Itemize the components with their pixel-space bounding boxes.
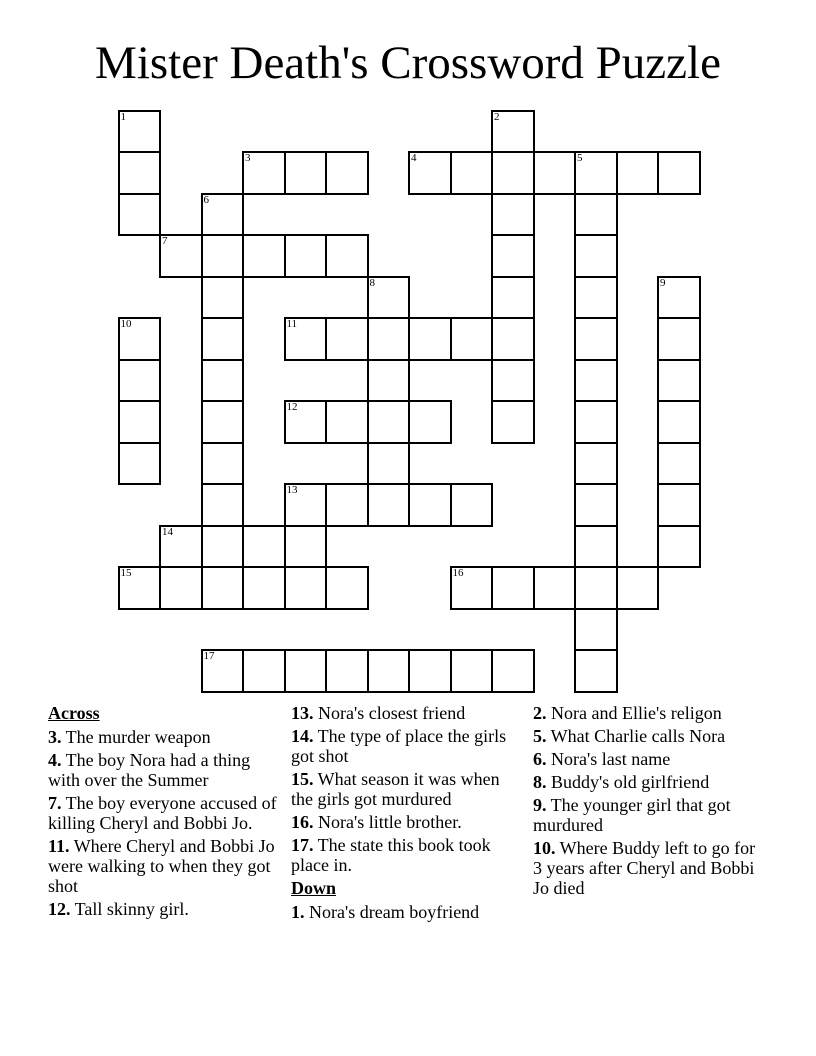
grid-cell[interactable] [408,400,452,444]
grid-cell[interactable] [201,317,245,361]
grid-cell[interactable] [201,525,245,569]
grid-cell[interactable] [201,649,245,693]
grid-cell[interactable] [118,193,162,237]
clue-number: 4. [48,750,62,770]
across-clue-list [291,703,521,875]
clue-text: What season it was when the girls got murdured [291,769,500,809]
clue-3 [48,727,284,747]
clue-text: The type of place the girls got shot [291,726,507,766]
grid-cell[interactable] [491,317,535,361]
grid-cell[interactable] [367,442,411,486]
grid-cell[interactable] [657,276,701,320]
across-heading: Across [48,703,100,723]
grid-cell[interactable] [491,110,535,154]
clue-1 [291,902,521,922]
grid-cell[interactable] [325,566,369,610]
clue-text: Where Cheryl and Bobbi Jo were walking to when they got shot [48,836,275,896]
grid-cell[interactable] [450,649,494,693]
grid-cell[interactable] [616,566,660,610]
grid-cell[interactable] [657,525,701,569]
grid-cell[interactable] [284,525,328,569]
clue-number-label: 15 [120,567,132,579]
grid-cell[interactable] [450,317,494,361]
grid-cell[interactable] [491,359,535,403]
grid-cell[interactable] [284,649,328,693]
clue-text: The murder weapon [61,727,211,747]
clue-17 [291,835,521,875]
clue-15 [291,769,521,809]
clue-6 [533,749,768,769]
grid-cell[interactable] [408,649,452,693]
grid-cell[interactable] [201,442,245,486]
clue-number-label: 7 [162,235,168,247]
clue-text: Nora and Ellie's religon [546,703,722,723]
clue-number-label: 16 [452,567,464,579]
grid-cell[interactable] [657,359,701,403]
clue-number: 7. [48,793,62,813]
clue-number-label: 9 [660,276,666,289]
grid-cell[interactable] [657,483,701,527]
clue-number: 9. [533,795,547,815]
down-heading: Down [291,878,337,898]
clue-8 [533,772,768,792]
grid-cell[interactable] [574,151,618,195]
grid-cell[interactable] [408,151,452,195]
grid-cell[interactable] [657,400,701,444]
grid-cell[interactable] [242,234,286,278]
grid-cell[interactable] [491,566,535,610]
clue-text: The boy Nora had a thing with over the Summer [48,750,251,790]
grid-cell[interactable] [284,317,328,361]
grid-cell[interactable] [574,234,618,278]
clue-text: Nora's little brother. [313,812,462,832]
clue-number-label: 13 [286,484,298,496]
grid-cell[interactable] [325,483,369,527]
clue-number-label: 2 [494,110,500,123]
grid-cell[interactable] [118,317,162,361]
grid-cell[interactable] [159,525,203,569]
grid-cell[interactable] [574,566,618,610]
grid-cell[interactable] [491,400,535,444]
grid-cell[interactable] [491,234,535,278]
grid-cell[interactable] [325,234,369,278]
grid-cell[interactable] [657,151,701,195]
clue-text: Where Buddy left to go for 3 years after Cheryl and Bobbi Jo died [533,838,756,898]
clue-10 [533,838,768,898]
grid-cell[interactable] [616,151,660,195]
clue-number-label: 5 [577,152,583,164]
clue-14 [291,726,521,766]
clues-column-2 [291,703,521,925]
grid-cell[interactable] [491,193,535,237]
grid-cell[interactable] [118,442,162,486]
page-title: Mister Death's Crossword Puzzle [95,37,721,89]
grid-cell[interactable] [491,649,535,693]
clue-text: Nora's dream boyfriend [304,902,480,922]
grid-cell[interactable] [574,276,618,320]
clue-number-label: 6 [203,193,209,206]
clue-number-label: 14 [162,525,173,538]
grid-cell[interactable] [159,234,203,278]
grid-cell[interactable] [201,400,245,444]
down-clue-list [291,902,521,922]
grid-cell[interactable] [284,566,328,610]
clue-number-label: 10 [120,318,132,330]
clue-12 [48,899,284,919]
clue-number-label: 17 [203,650,215,662]
grid-cell[interactable] [533,566,577,610]
clue-number-label: 12 [286,401,298,413]
grid-cell[interactable] [367,483,411,527]
grid-cell[interactable] [242,151,286,195]
grid-cell[interactable] [284,234,328,278]
grid-cell[interactable] [408,483,452,527]
grid-cell[interactable] [450,151,494,195]
grid-cell[interactable] [574,483,618,527]
clue-11 [48,836,284,896]
clue-number-label: 8 [369,276,375,289]
clue-16 [291,812,521,832]
clue-text: Nora's closest friend [313,703,466,723]
clue-number: 1. [291,902,305,922]
grid-cell[interactable] [574,400,618,444]
grid-cell[interactable] [201,276,245,320]
clue-number: 16. [291,812,314,832]
grid-cell[interactable] [118,359,162,403]
grid-cell[interactable] [450,566,494,610]
grid-cell[interactable] [657,317,701,361]
grid-cell[interactable] [367,276,411,320]
grid-cell[interactable] [491,276,535,320]
clue-5 [533,726,768,746]
grid-cell[interactable] [574,442,618,486]
clues-column-3 [533,703,768,901]
clue-number: 12. [48,899,71,919]
grid-cell[interactable] [201,483,245,527]
clue-number: 5. [533,726,547,746]
grid-cell[interactable] [284,151,328,195]
grid-cell[interactable] [325,317,369,361]
grid-cell[interactable] [118,566,162,610]
grid-cell[interactable] [201,193,245,237]
across-clue-list [48,727,284,919]
grid-cell[interactable] [201,566,245,610]
grid-cell[interactable] [408,317,452,361]
clue-13 [291,703,521,723]
clue-number-label: 11 [286,318,298,330]
down-clue-list [533,703,768,898]
clue-text: Nora's last name [546,749,671,769]
clue-number: 8. [533,772,547,792]
clue-number: 2. [533,703,547,723]
grid-cell[interactable] [118,151,162,195]
clue-text: The boy everyone accused of killing Cheryl and Bobbi Jo. [48,793,277,833]
grid-cell[interactable] [242,566,286,610]
grid-cell[interactable] [367,649,411,693]
grid-cell[interactable] [201,359,245,403]
grid-cell[interactable] [574,359,618,403]
grid-cell[interactable] [242,649,286,693]
clue-number: 14. [291,726,314,746]
grid-cell[interactable] [574,317,618,361]
grid-cell[interactable] [367,359,411,403]
grid-cell[interactable] [284,400,328,444]
clue-text: The state this book took place in. [291,835,491,875]
clue-number: 13. [291,703,314,723]
clue-number: 6. [533,749,547,769]
grid-cell[interactable] [159,566,203,610]
clue-text: What Charlie calls Nora [546,726,726,746]
clue-number-label: 1 [120,110,126,123]
grid-cell[interactable] [491,151,535,195]
clue-number: 17. [291,835,314,855]
grid-cell[interactable] [657,442,701,486]
grid-cell[interactable] [284,483,328,527]
grid-cell[interactable] [325,400,369,444]
clue-number: 3. [48,727,62,747]
grid-cell[interactable] [574,649,618,693]
clue-number: 11. [48,836,70,856]
grid-cell[interactable] [574,525,618,569]
grid-cell[interactable] [118,400,162,444]
grid-cell[interactable] [242,525,286,569]
grid-cell[interactable] [450,483,494,527]
clue-text: Buddy's old girlfriend [546,772,710,792]
clue-number: 10. [533,838,556,858]
clue-2 [533,703,768,723]
clue-7 [48,793,284,833]
grid-cell[interactable] [201,234,245,278]
grid-cell[interactable] [325,151,369,195]
clue-number-label: 3 [245,152,251,164]
grid-cell[interactable] [367,400,411,444]
grid-cell[interactable] [533,151,577,195]
grid-cell[interactable] [325,649,369,693]
clue-4 [48,750,284,790]
grid-cell[interactable] [367,317,411,361]
clues-column-1 [48,703,284,922]
grid-cell[interactable] [574,608,618,652]
clue-number: 15. [291,769,314,789]
clue-text: The younger girl that got murdured [533,795,731,835]
clue-text: Tall skinny girl. [70,899,189,919]
grid-cell[interactable] [574,193,618,237]
clue-number-label: 4 [411,152,417,164]
grid-cell[interactable] [118,110,162,154]
clue-9 [533,795,768,835]
